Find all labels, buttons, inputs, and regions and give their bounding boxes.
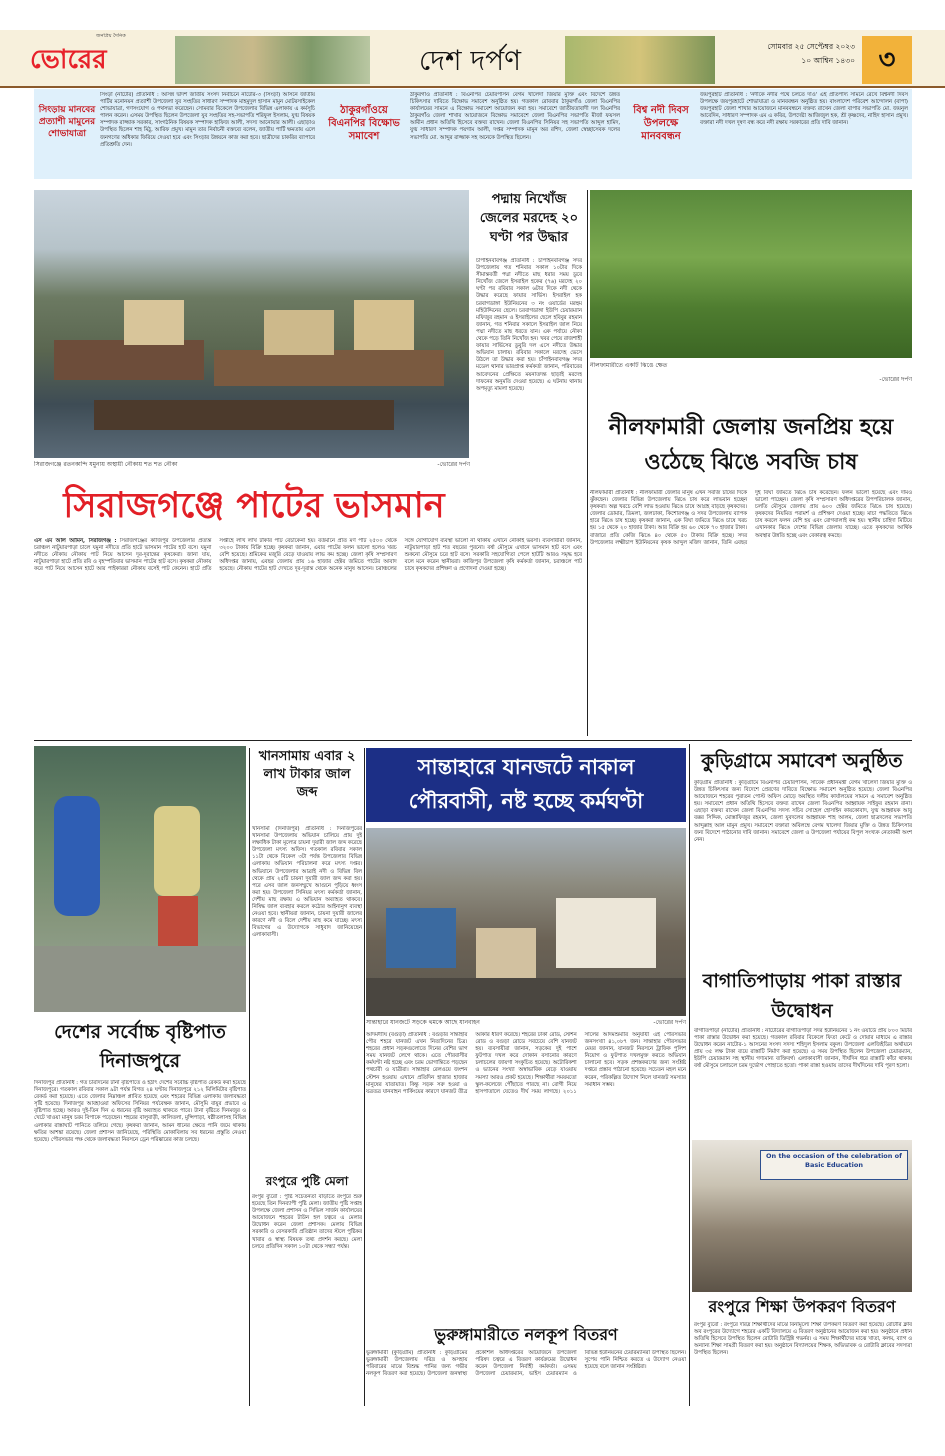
section-divider	[34, 740, 912, 741]
padma-headline: পদ্মায় নিখোঁজ জেলের মরদেহ ২০ ঘণ্টা পর উদ্ধার	[479, 192, 579, 245]
rangpur-edu-body: রংপুর ব্যুরো : রংপুরে দরিদ্র শিক্ষার্থীদের মাঝে বিনামূল্যে শিক্ষা উপকরণ বিতরণ করা হয়েছে। রোটারি ক্লাব অব রংপুরের উদ্যোগে শহরের একটি বিদ্যালয়ে এ বিতরণ অনুষ্ঠানের আয়োজন করা হয়। অনুষ্ঠানে প্রধান অতিথি হিসেবে উপস্থিত ছিলেন রোটারি ডিস্ট্রিক্ট গভর্নর। এ সময় শিক্ষার্থীদের মাঝে খাতা, কলম, ব্যাগ ও অন্যান্য শিক্ষা সামগ্রী বিতরণ করা হয়। অনুষ্ঠানে বিদ্যালয়ের শিক্ষক, অভিভাবক ও রোটারি ক্লাবের সদস্যরা উপস্থিত ছিলেন।	[694, 1322, 912, 1357]
strip-body-singra: সিংড়া (নাটোর) প্রতিনিধি : আসন্ন দ্বাদশ জাতীয় সংসদ নির্বাচনে নাটোর-৩ (সিংড়া) আসনে জাতীয় পার্টির মনোনয়ন প্রত্যাশী উপজেলা যুব সংহতির সাধারণ সম্পাদক মাহমুদুল হাসান মামুন মোটরসাইকেল শোভাযাত্রা, গণসংযোগ ও পথসভা করেছেন। সোমবার বিকেলে উপজেলার বিভিন্ন এলাকায় এ কর্মসূচি পালন করেন। এসময় উপস্থিত ছিলেন উপজেলা যুব সংহতির সহ-সভাপতি শরিফুল ইসলাম, যুগ্ম বিষয়ক সম্পাদক রাজ্জাক সরকার, সাংগঠনিক বিষয়ক সম্পাদক হাফিজ আলী, সদস্য আনোয়ার আলী। এছাড়াও উপস্থিত ছিলেন শাহ মিঠু, আরিফ প্রমুখ। মামুন তার নির্বাচনী বক্তব্যে বলেন, জাতীয় পার্টি ক্ষমতায় এলে জনগণের অধিকার ফিরিয়ে দেওয়া হবে এবং সিংড়ার উন্নয়নে কাজ করা হবে। ছাত্রীদের চাকরির ব্যাপারে প্রতিশ্রুতি দেন।	[100, 92, 315, 148]
santahar-photo-traffic	[366, 828, 686, 1016]
bagati-headline: বাগাতিপাড়ায় পাকা রাস্তার উদ্বোধন	[702, 970, 902, 1022]
masthead-photo-right	[565, 36, 715, 84]
column-rule	[249, 748, 250, 1406]
bagati-body: বাগাতিপাড়া (নাটোর) প্রতিনিধি : নাটোরের বাগাতিপাড়া সদর ইউনিয়নের ১ নং ওয়ার্ডে প্রায় ৮০০ মিটার পাকা রাস্তার উদ্বোধন করা হয়েছে। গতকাল রবিবার বিকেলে ফিতা কেটে ও দোয়ার মাধ্যমে এ রাস্তার উদ্বোধন করেন নাটোর-১ আসনের সংসদ সদস্য শহিদুল ইসলাম বকুল। উপজেলা এলজিইডির অর্থায়নে প্রায় ৩৫ লক্ষ টাকা ব্যয়ে রাস্তাটি নির্মাণ করা হয়েছে। এ সময় উপস্থিত ছিলেন উপজেলা চেয়ারম্যান, ইউপি চেয়ারম্যান সহ স্থানীয় গণ্যমান্য ব্যক্তিবর্গ। এলাকাবাসী জানান, দীর্ঘদিন ধরে রাস্তাটি কাঁচা থাকায় বর্ষা মৌসুমে চলাচলে চরম দুর্ভোগ পোহাতে হতো। পাকা রাস্তা হওয়ায় তাদের দীর্ঘদিনের দাবি পূরণ হলো।	[694, 1028, 912, 1070]
santahar-photo-caption: সান্তাহারে যানজটে সড়কে থমকে আছে যানবাহন	[366, 1019, 480, 1026]
dinajpur-headline: দেশের সর্বোচ্চ বৃষ্টিপাত দিনাজপুরে	[54, 1021, 226, 1072]
lead-photo-shapes	[34, 190, 469, 458]
column-rule	[364, 748, 365, 1406]
strip-headline-river-day: বিশ্ব নদী দিবস উপলক্ষে মানববন্ধন	[633, 105, 689, 142]
rangpur-edu-headline: রংপুরে শিক্ষা উপকরণ বিতরণ	[708, 1297, 896, 1316]
lead-byline: এস এম আল আমিন, সিরাজগঞ্জ :	[34, 538, 117, 544]
rangpur-fair-headline: রংপুরে পুষ্টি মেলা	[265, 1174, 349, 1188]
bhurungamari-body: ভুরুঙ্গামারী (কুড়িগ্রাম) প্রতিনিধি : কুড়িগ্রামের ভুরুঙ্গামারী উপজেলায় দরিদ্র ও অসহায় পরিবারের মাঝে বিশুদ্ধ পানির জন্য গভীর নলকূপ বিতরণ করা হয়েছে। উপজেলা জনস্বাস্থ্য প্রকৌশল অধিদপ্তরের আয়োজনে উপজেলা পরিষদ চত্বরে এ বিতরণ কার্যক্রমের উদ্বোধন করেন উপজেলা নির্বাহী কর্মকর্তা। এসময় উপজেলা চেয়ারম্যান, ভাইস চেয়ারম্যান ও বিভিন্ন ইউনিয়নের চেয়ারম্যানরা উপস্থিত ছিলেন। সুপেয় পানি নিশ্চিত করতে এ উদ্যোগ নেওয়া হয়েছে বলে জানান সংশ্লিষ্টরা।	[366, 1350, 686, 1378]
lead-body: সিরাজগঞ্জের কাজিপুর উপজেলার প্রত্যন্ত চরাঞ্চল নাটুয়ারপাড়া চালে যমুনা নদীতে প্রতি হাটে ভাসমান পাটের হাট বসে। যমুনা নদীতে নৌকায় নৌকায় পাট নিয়ে আসেন দূর-দূরান্তের কৃষকেরা। জানা যায়, নাটুয়ারপাড়া হাটে প্রতি রবি ও বৃহস্পতিবার ভাসমান পাটের হাট বসে। কৃষকরা নৌকায় করে পাট নিয়ে আসেন হাটে আর পাইকাররা নৌকায় বসেই পাট কেনেন। হাটে প্রতি সপ্তাহে লাখ লাখ টাকার পাট বেচাকেনা হয়। বর্তমানে প্রতি মণ পাট ২৫০০ থেকে ৩২০০ টাকায় বিক্রি হচ্ছে। কৃষকরা জানান, এবার পাটের ফলন ভালো হলেও খরচ বেশি হয়েছে। শ্রমিকের মজুরি বেড়ে যাওয়ায় লাভ কম হচ্ছে। জেলা কৃষি সম্প্রসারণ অধিদপ্তর জানায়, এবছর জেলায় প্রায় ১৬ হাজার হেক্টর জমিতে পাটের আবাদ হয়েছে। নৌকায় পাটের হাট দেখতে দূর-দূরান্ত থেকে অনেক মানুষ আসেন। চরাঞ্চলের সঙ্গে যোগাযোগ ব্যবস্থা ভালো না থাকায় এখানে নৌকাই ভরসা। ব্যবসায়ীরা জানান, নাটুয়ারপাড়া হাট শত বছরের পুরনো। বর্ষা মৌসুমে এখানে ভাসমান হাট বসে এবং শুকনো মৌসুমে চরে হাট বসে। সরকারি সহযোগিতা পেলে হাটটি আরও সমৃদ্ধ হবে বলে মনে করেন স্থানীয়রা। কাজিপুর উপজেলা কৃষি কর্মকর্তা জানান, চরাঞ্চলে পাট চাষে কৃষকদের প্রশিক্ষণ ও প্রণোদনা দেওয়া হচ্ছে।	[34, 538, 582, 573]
nilphamari-photo-credit: -ভোরের দর্পণ	[879, 376, 912, 383]
issue-date-bangla: ১০ আশ্বিন ১৪৩০	[801, 56, 855, 65]
newspaper-logo: ভোরের	[30, 45, 107, 75]
strip-headline-singra: সিংড়ায় মানবের প্রত্যাশী মামুনের শোভাযাত্রা	[38, 105, 96, 139]
santahar-photo-shapes	[366, 828, 686, 1016]
santahar-headline: সান্তাহারে যানজটে নাকাল পৌরবাসী, নষ্ট হচ্ছে কর্মঘণ্টা	[408, 754, 644, 813]
nilphamari-body: নীলফামারী প্রতিনিধি : নীলফামারী জেলার মানুষ এখন সবজি চাষের দিকে ঝুঁকছেন। জেলার বিভিন্ন উপজেলায় ঝিঙে চাষ করে লাভবান হচ্ছেন কৃষকরা। অল্প খরচে বেশি লাভ হওয়ায় ঝিঙে চাষে আগ্রহ বাড়ছে কৃষকদের। জেলার ডোমার, ডিমলা, জলঢাকা, কিশোরগঞ্জ ও সদর উপজেলায় ব্যাপক হারে ঝিঙে চাষ হচ্ছে। কৃষকরা জানান, এক বিঘা জমিতে ঝিঙে চাষে খরচ হয় ১৫ থেকে ২০ হাজার টাকা। আর বিক্রি হয় ৬০ থেকে ৭০ হাজার টাকা। বাজারে প্রতি কেজি ঝিঙে ৪০ থেকে ৫০ টাকায় বিক্রি হচ্ছে। সদর উপজেলার লক্ষ্মীচাপ ইউনিয়নের কৃষক আব্দুল মজিদ জানান, তিনি এবছর দুই বিঘা জমিতে ঝিঙে চাষ করেছেন। ফলন ভালো হয়েছে এবং দামও ভালো পাচ্ছেন। জেলা কৃষি সম্প্রসারণ অধিদপ্তরের উপপরিচালক জানান, চলতি মৌসুমে জেলায় প্রায় ৬০০ হেক্টর জমিতে ঝিঙে চাষ হয়েছে। কৃষকদের নিয়মিত পরামর্শ ও প্রশিক্ষণ দেওয়া হচ্ছে। মাচা পদ্ধতিতে ঝিঙে চাষ করলে ফলন বেশি হয় এবং রোগবালাই কম হয়। স্থানীয় চাহিদা মিটিয়ে এখানকার ঝিঙে দেশের বিভিন্ন জেলায় যাচ্ছে। এতে কৃষকদের আর্থিক অবস্থার উন্নতি হচ্ছে এবং বেকারত্ব কমছে।	[590, 490, 912, 546]
khansama-body: খানসামা (দিনাজপুর) প্রতিনিধি : দিনাজপুরের খানসামা উপজেলায় অভিযান চালিয়ে প্রায় দুই লক্ষাধিক টাকা মূল্যের চায়না দুয়ারী জাল জব্দ করেছে উপজেলা মৎস্য অফিস। গতকাল রবিবার সকাল ১১টা থেকে বিকেল ৩টা পর্যন্ত উপজেলার বিভিন্ন এলাকায় অভিযান পরিচালনা করে মৎস্য দপ্তর। অভিযানে উপজেলার আত্রাই নদী ও বিভিন্ন বিল থেকে প্রায় ২৫টি চায়না দুয়ারী জাল জব্দ করা হয়। পরে এসব জাল জনসম্মুখে আগুনে পুড়িয়ে ধ্বংস করা হয়। উপজেলা সিনিয়র মৎস্য কর্মকর্তা জানান, দেশীয় মাছ রক্ষায় এ অভিযান অব্যাহত থাকবে। নিষিদ্ধ জাল ব্যবহার করলে কঠোর আইনানুগ ব্যবস্থা নেওয়া হবে। স্থানীয়রা জানান, চায়না দুয়ারী জালের কারণে নদী ও বিলে দেশীয় মাছ কমে যাচ্ছে। মৎস্য বিভাগের এ উদ্যোগকে সাধুবাদ জানিয়েছেন এলাকাবাসী।	[252, 826, 362, 939]
flood-photo-figures	[34, 746, 246, 1012]
tagline: জনপ্রিয় দৈনিক	[96, 33, 126, 39]
education-banner-text: On the occasion of the celebration of Basic Education	[766, 1152, 902, 1169]
nilphamari-photo-caption: নীলফামারীতে একটি ঝিঙে ক্ষেত	[590, 362, 668, 369]
khansama-headline: খানসামায় এবার ২ লাখ টাকার জাল জব্দ	[258, 749, 356, 800]
section-title: দেশ দর্পণ	[418, 44, 522, 77]
santahar-body: আদমদীঘি (বগুড়া) প্রতিনিধি : বগুড়ার সান্তাহার পৌর শহরে যানজট এখন নিত্যদিনের চিত্র। শহরের প্রধান সড়কগুলোতে দিনের বেশির ভাগ সময় যানজট লেগে থাকে। এতে পৌরবাসীর কর্মঘণ্টা নষ্ট হচ্ছে এবং চরম ভোগান্তিতে পড়ছেন পথচারী ও যাত্রীরা। সান্তাহার রেলওয়ে জংশন স্টেশন হওয়ায় এখানে প্রতিদিন হাজার হাজার মানুষের যাতায়াত। কিন্তু সড়ক সরু হওয়া ও যত্রতত্র যানবাহন পার্কিংয়ের কারণে যানজট তীব্র আকার ধারণ করেছে। শহরের ঢাকা রোড, স্টেশন রোড ও বগুড়া রোডে সবচেয়ে বেশি যানজট হয়। ব্যবসায়ীরা জানান, সড়কের দুই পাশে ফুটপাত দখল করে দোকান বসানোর কারণে চলাচলের জায়গা সংকুচিত হয়েছে। অটোরিকশা ও ভ্যানের সংখ্যা অস্বাভাবিক বেড়ে যাওয়ায় সমস্যা আরও প্রকট হয়েছে। শিক্ষার্থীরা সময়মতো স্কুল-কলেজে পৌঁছাতে পারছে না। রোগী নিয়ে হাসপাতালে যেতেও দীর্ঘ সময় লাগছে। ২০১১ সালের আদমশুমারি অনুযায়ী এই পৌরসভার জনসংখ্যা ৪১,০৮৭ জন। সান্তাহার পৌরসভার মেয়র জানান, যানজট নিরসনে ট্রাফিক পুলিশ নিয়োগ ও ফুটপাত দখলমুক্ত করতে অভিযান চালানো হবে। সড়ক প্রশস্তকরণের জন্য সংশ্লিষ্ট দপ্তরে প্রস্তাব পাঠানো হয়েছে। সচেতন মহল মনে করেন, পরিকল্পিত উদ্যোগ নিলে যানজট সমস্যার সমাধান সম্ভব।	[366, 1032, 686, 1095]
lead-photo-caption: সিরাজগঞ্জে রতনকান্দি যমুনায় অস্থায়ী নৌকায় শত শত নৌকা	[34, 461, 178, 468]
bhurungamari-headline: ভুরুঙ্গামারীতে নলকূপ বিতরণ	[434, 1325, 618, 1344]
column-rule	[689, 744, 690, 1406]
rangpur-fair-body: রংপুর ব্যুরো : পুষ্টি সচেতনতা বাড়াতে রংপুরে শুরু হয়েছে তিন দিনব্যাপী পুষ্টি মেলা। জাতীয় পুষ্টি সপ্তাহ উপলক্ষে জেলা প্রশাসন ও সিভিল সার্জন কার্যালয়ের আয়োজনে শহরের টাউন হল চত্বরে এ মেলার উদ্বোধন করেন জেলা প্রশাসক। মেলায় বিভিন্ন সরকারি ও বেসরকারি প্রতিষ্ঠান তাদের স্টলে পুষ্টিকর খাবার ও স্বাস্থ্য বিষয়ক তথ্য প্রদর্শন করছে। মেলা চলবে প্রতিদিন সকাল ১০টা থেকে সন্ধ্যা পর্যন্ত।	[252, 1194, 362, 1250]
santahar-photo-credit: -ভোরের দর্পণ	[653, 1019, 686, 1026]
lead-photo-credit: -ভোরের দর্পণ	[437, 461, 470, 468]
dinajpur-body: দিনাজপুর প্রতিনিধি : গত চারদিনের টানা বৃষ্টিপাতে ও হঠাৎ দেশের সর্বোচ্চ বৃষ্টিপাত রেকর্ড করা হয়েছে দিনাজপুরে। গতকাল রবিবার সকাল ৯টা পর্যন্ত বিগত ২৪ ঘণ্টায় দিনাজপুরে ২১২ মিলিমিটার বৃষ্টিপাত রেকর্ড করা হয়েছে। এতে জেলার নিম্নাঞ্চল প্লাবিত হয়েছে এবং শহরের বিভিন্ন এলাকায় জলাবদ্ধতা সৃষ্টি হয়েছে। দিনাজপুর আবহাওয়া অফিসের সিনিয়র পর্যবেক্ষক জানান, মৌসুমি বায়ুর প্রভাবে এ বৃষ্টিপাত হচ্ছে। আরও দুই-তিন দিন এ ধরনের বৃষ্টি অব্যাহত থাকতে পারে। টানা বৃষ্টিতে দিনমজুর ও খেটে খাওয়া মানুষ চরম বিপাকে পড়েছেন। শহরের বালুবাড়ী, কালিতলা, মুন্সিপাড়া, ষষ্ঠীতলাসহ বিভিন্ন এলাকার রাস্তাঘাট পানিতে তলিয়ে গেছে। কৃষকরা জানান, আমন ধানের ক্ষেতে পানি জমে থাকায় ক্ষতির আশঙ্কা রয়েছে। জেলা প্রশাসন জানিয়েছে, পরিস্থিতি মোকাবিলায় সব ধরনের প্রস্তুতি নেওয়া হয়েছে। পৌরসভার পক্ষ থেকে জলাবদ্ধতা নিরসনে ড্রেন পরিষ্কারের কাজ চলছে।	[34, 1080, 246, 1143]
strip-headline-thakurgaon: ঠাকুরগাঁওয়ে বিএনপির বিক্ষোভ সমাবেশ	[328, 105, 400, 142]
page-number: ৩	[862, 36, 912, 84]
kurigram-body: কুড়িগ্রাম প্রতিনিধি : কুড়িগ্রামে বিএনপির চেয়ারপার্সন, সাবেক প্রধানমন্ত্রী বেগম খালেদা জিয়ার মুক্তি ও উন্নত চিকিৎসার জন্য বিদেশে প্রেরণের দাবিতে বিক্ষোভ সমাবেশ অনুষ্ঠিত হয়েছে। জেলা বিএনপির আয়োজনে শহরের পুরাতন পোস্ট অফিস মোড়ে অবস্থিত দলীয় কার্যালয়ের সামনে এ সমাবেশ অনুষ্ঠিত হয়। সমাবেশে প্রধান অতিথি হিসেবে বক্তব্য রাখেন জেলা বিএনপির আহ্বায়ক সাইফুর রহমান রানা। এছাড়া বক্তব্য রাখেন জেলা বিএনপির সদস্য সচিব সোহেল হোসাইন কায়কোবাদ, যুগ্ম আহ্বায়ক আবু বক্কর সিদ্দিক, মোস্তাফিজুর রহমান, জেলা যুবদলের আহ্বায়ক শাহ আলম, জেলা ছাত্রদলের সভাপতি আব্দুল্লাহ আল মামুন প্রমুখ। সমাবেশে বক্তারা অবিলম্বে বেগম খালেদা জিয়ার মুক্তি ও উন্নত চিকিৎসার জন্য বিদেশে পাঠানোর দাবি জানান। সমাবেশে জেলা ও উপজেলা পর্যায়ের বিপুল সংখ্যক নেতাকর্মী অংশ নেন।	[694, 780, 912, 843]
lead-photo-jute-boats	[34, 190, 469, 458]
masthead-photo-left	[175, 36, 370, 84]
nilphamari-photo-gourd-field	[590, 190, 912, 358]
strip-body-thakurgaon: ঠাকুরগাঁও প্রতিনিধি : বিএনপির চেয়ারপার্সন বেগম খালেদা জিয়ার মুক্তি এবং বিদেশে উন্নত চিকিৎসার দাবিতে বিক্ষোভ সমাবেশ অনুষ্ঠিত হয়। গতকাল রোববার ঠাকুরগাঁও জেলা বিএনপির কার্যালয়ের সামনে এ বিক্ষোভ সমাবেশ আয়োজন করা হয়। সমাবেশে জাতীয়তাবাদী দল বিএনপির ঠাকুরগাঁও জেলা শাখার আয়োজনে বিক্ষোভ সমাবেশে জেলা বিএনপির সভাপতি মীর্জা ফয়সল আমীন প্রধান অতিথি হিসেবে বক্তব্য রাখেন। জেলা বিএনপির সিনিয়র সহ সভাপতি আব্দুল হামিদ, যুগ্ম সাধারণ সম্পাদক পয়গাম আলী, দপ্তর সম্পাদক মামুন অর রশিদ, জেলা স্বেচ্ছাসেবক দলের সভাপতি মো. আব্দুর রাজ্জাক সহ অনেকে উপস্থিত ছিলেন।	[410, 92, 620, 141]
kurigram-headline: কুড়িগ্রামে সমাবেশ অনুষ্ঠিত	[701, 750, 903, 772]
padma-body: চাঁপাইনবাবগঞ্জ প্রতিনিধি : চাঁপাইনবাবগঞ্জ সদর উপজেলায় গত শনিবার সকাল ১০টার দিকে সীমান্তবর্তী পদ্মা নদীতে মাছ ধরার সময় ডুবে নিখোঁজ জেলে ইসরাইল হকের (৭৬) মরদেহ ২০ ঘণ্টা পর রবিবার সকাল ৬টার দিকে নদী থেকে উদ্ধার করেছে ফায়ার সার্ভিস। ইসরাইল হক চরবাগডাঙ্গা ইউনিয়নের ৩ নং ওয়ার্ডের মরহুম মহিউদ্দিনের ছেলে। চরবাগডাঙ্গা ইউপি চেয়ারম্যান মফিজুর রহমান ও ইসরাইলের ছেলে হবিবুর রহমান জানান, গত শনিবার সকালে ইসরাইল জাল নিয়ে পদ্মা নদীতে মাছ ধরতে যান। এক পর্যায়ে নৌকা থেকে পড়ে তিনি নিখোঁজ হন। খবর পেয়ে রাজশাহী ফায়ার সার্ভিসের ডুবুরি দল এসে নদীতে উদ্ধার অভিযান চালায়। রবিবার সকালে মরদেহ ভেসে উঠলে তা উদ্ধার করা হয়। চাঁপাইনবাবগঞ্জ সদর মডেল থানার ভারপ্রাপ্ত কর্মকর্তা জানান, পরিবারের আবেদনের প্রেক্ষিতে ময়নাতদন্ত ছাড়াই মরদেহ দাফনের অনুমতি দেওয়া হয়েছে। এ ঘটনায় থানায় অপমৃত্যু মামলা হয়েছে।	[476, 258, 582, 392]
issue-date: সোমবার ২৫ সেপ্টেম্বর ২০২৩	[767, 42, 855, 51]
nilphamari-headline: নীলফামারী জেলায় জনপ্রিয় হয়ে ওঠেছে ঝিঙে সবজি চাষ	[608, 414, 894, 475]
lead-article	[34, 538, 582, 728]
lead-headline: সিরাজগঞ্জে পাটের ভাসমান	[63, 485, 445, 526]
column-rule	[587, 190, 588, 736]
strip-body-river-day: জয়পুরহাট প্রতিনিধি : 'নদীকে নদীর পথে চলতে দাও' এই প্রতিপাদ্য সামনে রেখে বিশ্বনদী দিবস উপলক্ষে জয়পুরহাটে শোভাযাত্রা ও মানববন্ধন অনুষ্ঠিত হয়। বাংলাদেশ পরিবেশ আন্দোলন (বাপা) জয়পুরহাট জেলা শাখার আয়োজনে মানববন্ধনে বক্তব্য রাখেন জেলা বাপার সভাপতি মো. জয়নুল আবেদিন, সাধারণ সম্পাদক এম এ কবির, উপদেষ্টা আজিজুল হক, শ্রী কৃষ্ণদেব, নাহিদ হাসান প্রমুখ। বক্তারা নদী দখল দূষণ বন্ধ করে নদী রক্ষায় সরকারের প্রতি দাবি জানান।	[700, 92, 908, 127]
flood-photo	[34, 746, 246, 1012]
